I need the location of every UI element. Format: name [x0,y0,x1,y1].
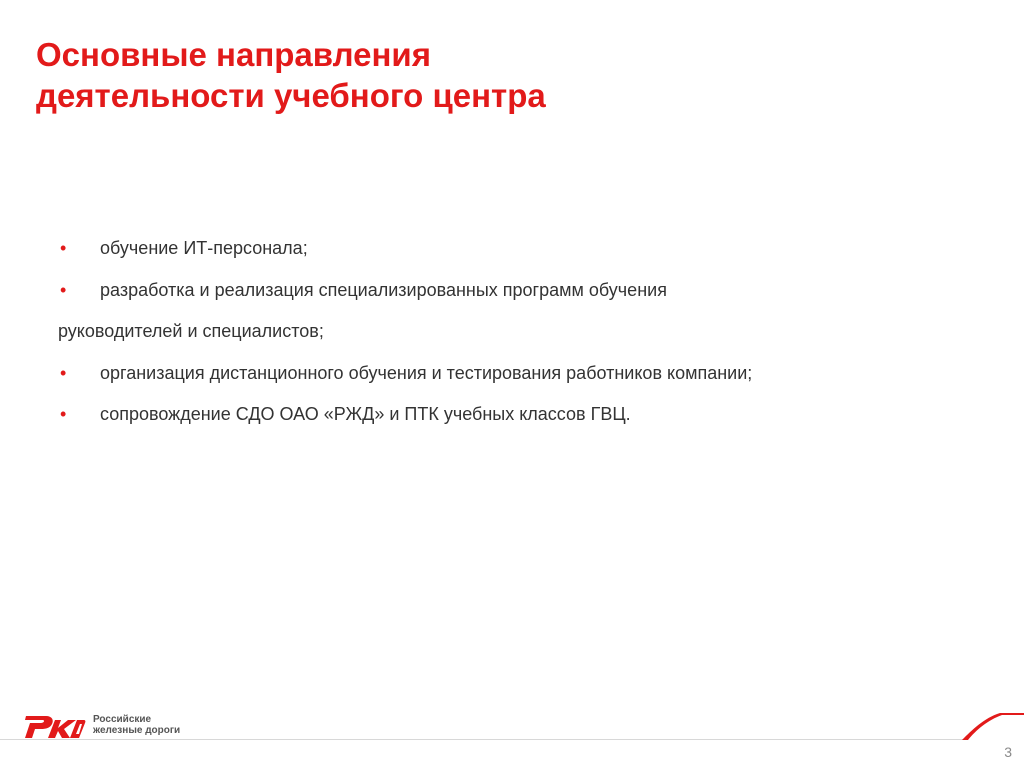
list-item-text: организация дистанционного обучения и тестирования работников компании; [100,363,753,383]
footer-divider [0,739,965,740]
logo-wordmark-line-1: Российские [93,714,152,725]
slide-title-line-1: Основные направления [36,36,431,73]
list-item-text: сопровождение СДО ОАО «РЖД» и ПТК учебных классов ГВЦ. [100,404,631,424]
logo-wordmark-line-2: железные дороги [93,725,181,736]
slide-title [36,34,936,116]
corner-swoosh-icon [958,712,1024,742]
rzd-logo-icon [24,712,86,740]
list-item-continuation: руководителей и специалистов; [58,321,324,341]
page-number: 3 [1004,744,1012,760]
list-item-text: обучение ИТ-персонала; [100,238,308,258]
list-item [60,363,980,383]
bullet-list [60,238,980,424]
bullet-dot: • [60,280,67,300]
bullet-dot: • [60,238,67,258]
list-item-text: разработка и реализация специализированных программ обучения [100,280,667,300]
bullet-dot: • [60,363,67,383]
list-item [60,280,980,300]
list-item [60,404,980,424]
list-item [60,238,980,258]
logo-wordmark [93,714,180,736]
slide-title-line-2: деятельности учебного центра [36,77,546,114]
bullet-dot: • [60,404,67,424]
